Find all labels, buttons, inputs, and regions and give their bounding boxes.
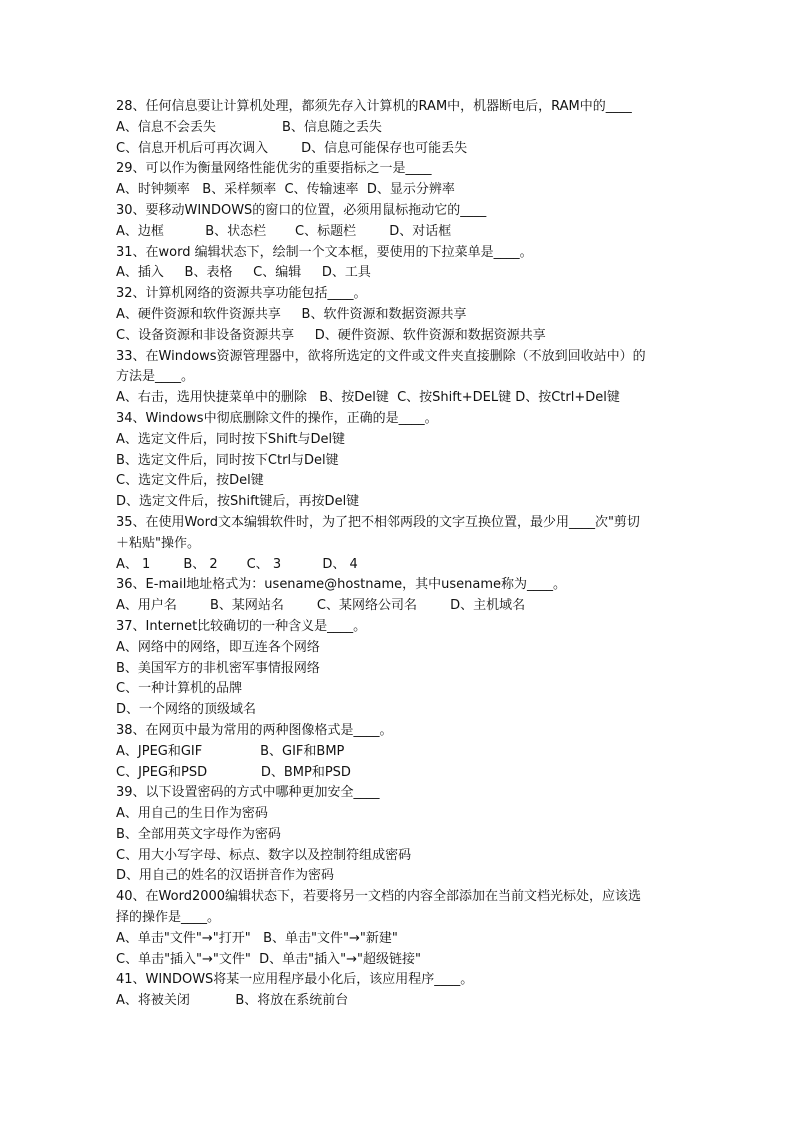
text-line: 41、WINDOWS将某一应用程序最小化后，该应用程序____。 bbox=[116, 972, 474, 988]
text-line: A、右击，选用快捷菜单中的删除 B、按Del键 C、按Shift+DEL键 D、按Ctrl+Del键 bbox=[116, 390, 620, 406]
text-line: C、信息开机后可再次调入 D、信息可能保存也可能丢失 bbox=[116, 140, 468, 156]
text-line: 35、在使用Word文本编辑软件时，为了把不相邻两段的文字互换位置，最少用____次"剪切 bbox=[116, 514, 640, 530]
text-line: D、选定文件后，按Shift键后，再按Del键 bbox=[116, 494, 360, 510]
exam-questions-text bbox=[116, 97, 686, 1012]
text-line: C、用大小写字母、标点、数字以及控制符组成密码 bbox=[116, 847, 412, 863]
text-line: 39、以下设置密码的方式中哪种更加安全____ bbox=[116, 785, 380, 801]
text-line: A、 1 B、 2 C、 3 D、 4 bbox=[116, 556, 358, 572]
text-line: B、全部用英文字母作为密码 bbox=[116, 826, 281, 842]
text-line: A、硬件资源和软件资源共享 B、软件资源和数据资源共享 bbox=[116, 306, 467, 322]
text-line: A、边框 B、状态栏 C、标题栏 D、对话框 bbox=[116, 223, 452, 239]
text-line: A、网络中的网络，即互连各个网络 bbox=[116, 639, 320, 655]
text-line: 33、在Windows资源管理器中，欲将所选定的文件或文件夹直接删除（不放到回收站中）的 bbox=[116, 348, 646, 364]
text-line: A、选定文件后，同时按下Shift与Del键 bbox=[116, 431, 346, 447]
text-line: 28、任何信息要让计算机处理，都须先存入计算机的RAM中，机器断电后，RAM中的____ bbox=[116, 99, 632, 114]
text-line: A、时钟频率 B、采样频率 C、传输速率 D、显示分辨率 bbox=[116, 182, 455, 198]
text-line: A、将被关闭 B、将放在系统前台 bbox=[116, 993, 349, 1009]
text-line: 40、在Word2000编辑状态下，若要将另一文档的内容全部添加在当前文档光标处，应该选 bbox=[116, 889, 642, 905]
text-line: 36、E-mail地址格式为：usename@hostname，其中usename称为____。 bbox=[116, 577, 566, 593]
text-line: 择的操作是____。 bbox=[116, 910, 221, 926]
text-line: ＋粘贴"操作。 bbox=[116, 535, 200, 551]
text-line: A、用户名 B、某网站名 C、某网络公司名 D、主机域名 bbox=[116, 598, 526, 614]
text-line: A、用自己的生日作为密码 bbox=[116, 806, 268, 822]
text-line: C、JPEG和PSD D、BMP和PSD bbox=[116, 764, 351, 780]
text-line: 31、在word 编辑状态下，绘制一个文本框，要使用的下拉菜单是____。 bbox=[116, 244, 533, 260]
text-line: A、插入 B、表格 C、编辑 D、工具 bbox=[116, 265, 371, 281]
text-line: A、JPEG和GIF B、GIF和BMP bbox=[116, 743, 345, 759]
text-line: D、用自己的姓名的汉语拼音作为密码 bbox=[116, 868, 335, 884]
text-line: C、单击"插入"→"文件" D、单击"插入"→"超级链接" bbox=[116, 951, 421, 967]
text-line: B、美国军方的非机密军事情报网络 bbox=[116, 660, 320, 676]
text-line: 34、Windows中彻底删除文件的操作，正确的是____。 bbox=[116, 410, 438, 426]
text-line: 30、要移动WINDOWS的窗口的位置，必须用鼠标拖动它的____ bbox=[116, 202, 487, 218]
text-line: 29、可以作为衡量网络性能优劣的重要指标之一是____ bbox=[116, 161, 432, 177]
text-line: C、一种计算机的品牌 bbox=[116, 681, 243, 697]
text-line: 38、在网页中最为常用的两种图像格式是____。 bbox=[116, 722, 393, 738]
text-line: A、单击"文件"→"打开" B、单击"文件"→"新建" bbox=[116, 930, 398, 946]
text-line: A、信息不会丢失 B、信息随之丢失 bbox=[116, 119, 382, 135]
text-line: D、一个网络的顶级域名 bbox=[116, 702, 257, 718]
text-line: 37、Internet比较确切的一种含义是____。 bbox=[116, 618, 367, 634]
text-line: 方法是____。 bbox=[116, 369, 195, 385]
text-line: C、选定文件后，按Del键 bbox=[116, 473, 264, 489]
text-line: 32、计算机网络的资源共享功能包括____。 bbox=[116, 286, 367, 302]
text-line: B、选定文件后，同时按下Ctrl与Del键 bbox=[116, 452, 339, 468]
text-line: C、设备资源和非设备资源共享 D、硬件资源、软件资源和数据资源共享 bbox=[116, 327, 546, 343]
